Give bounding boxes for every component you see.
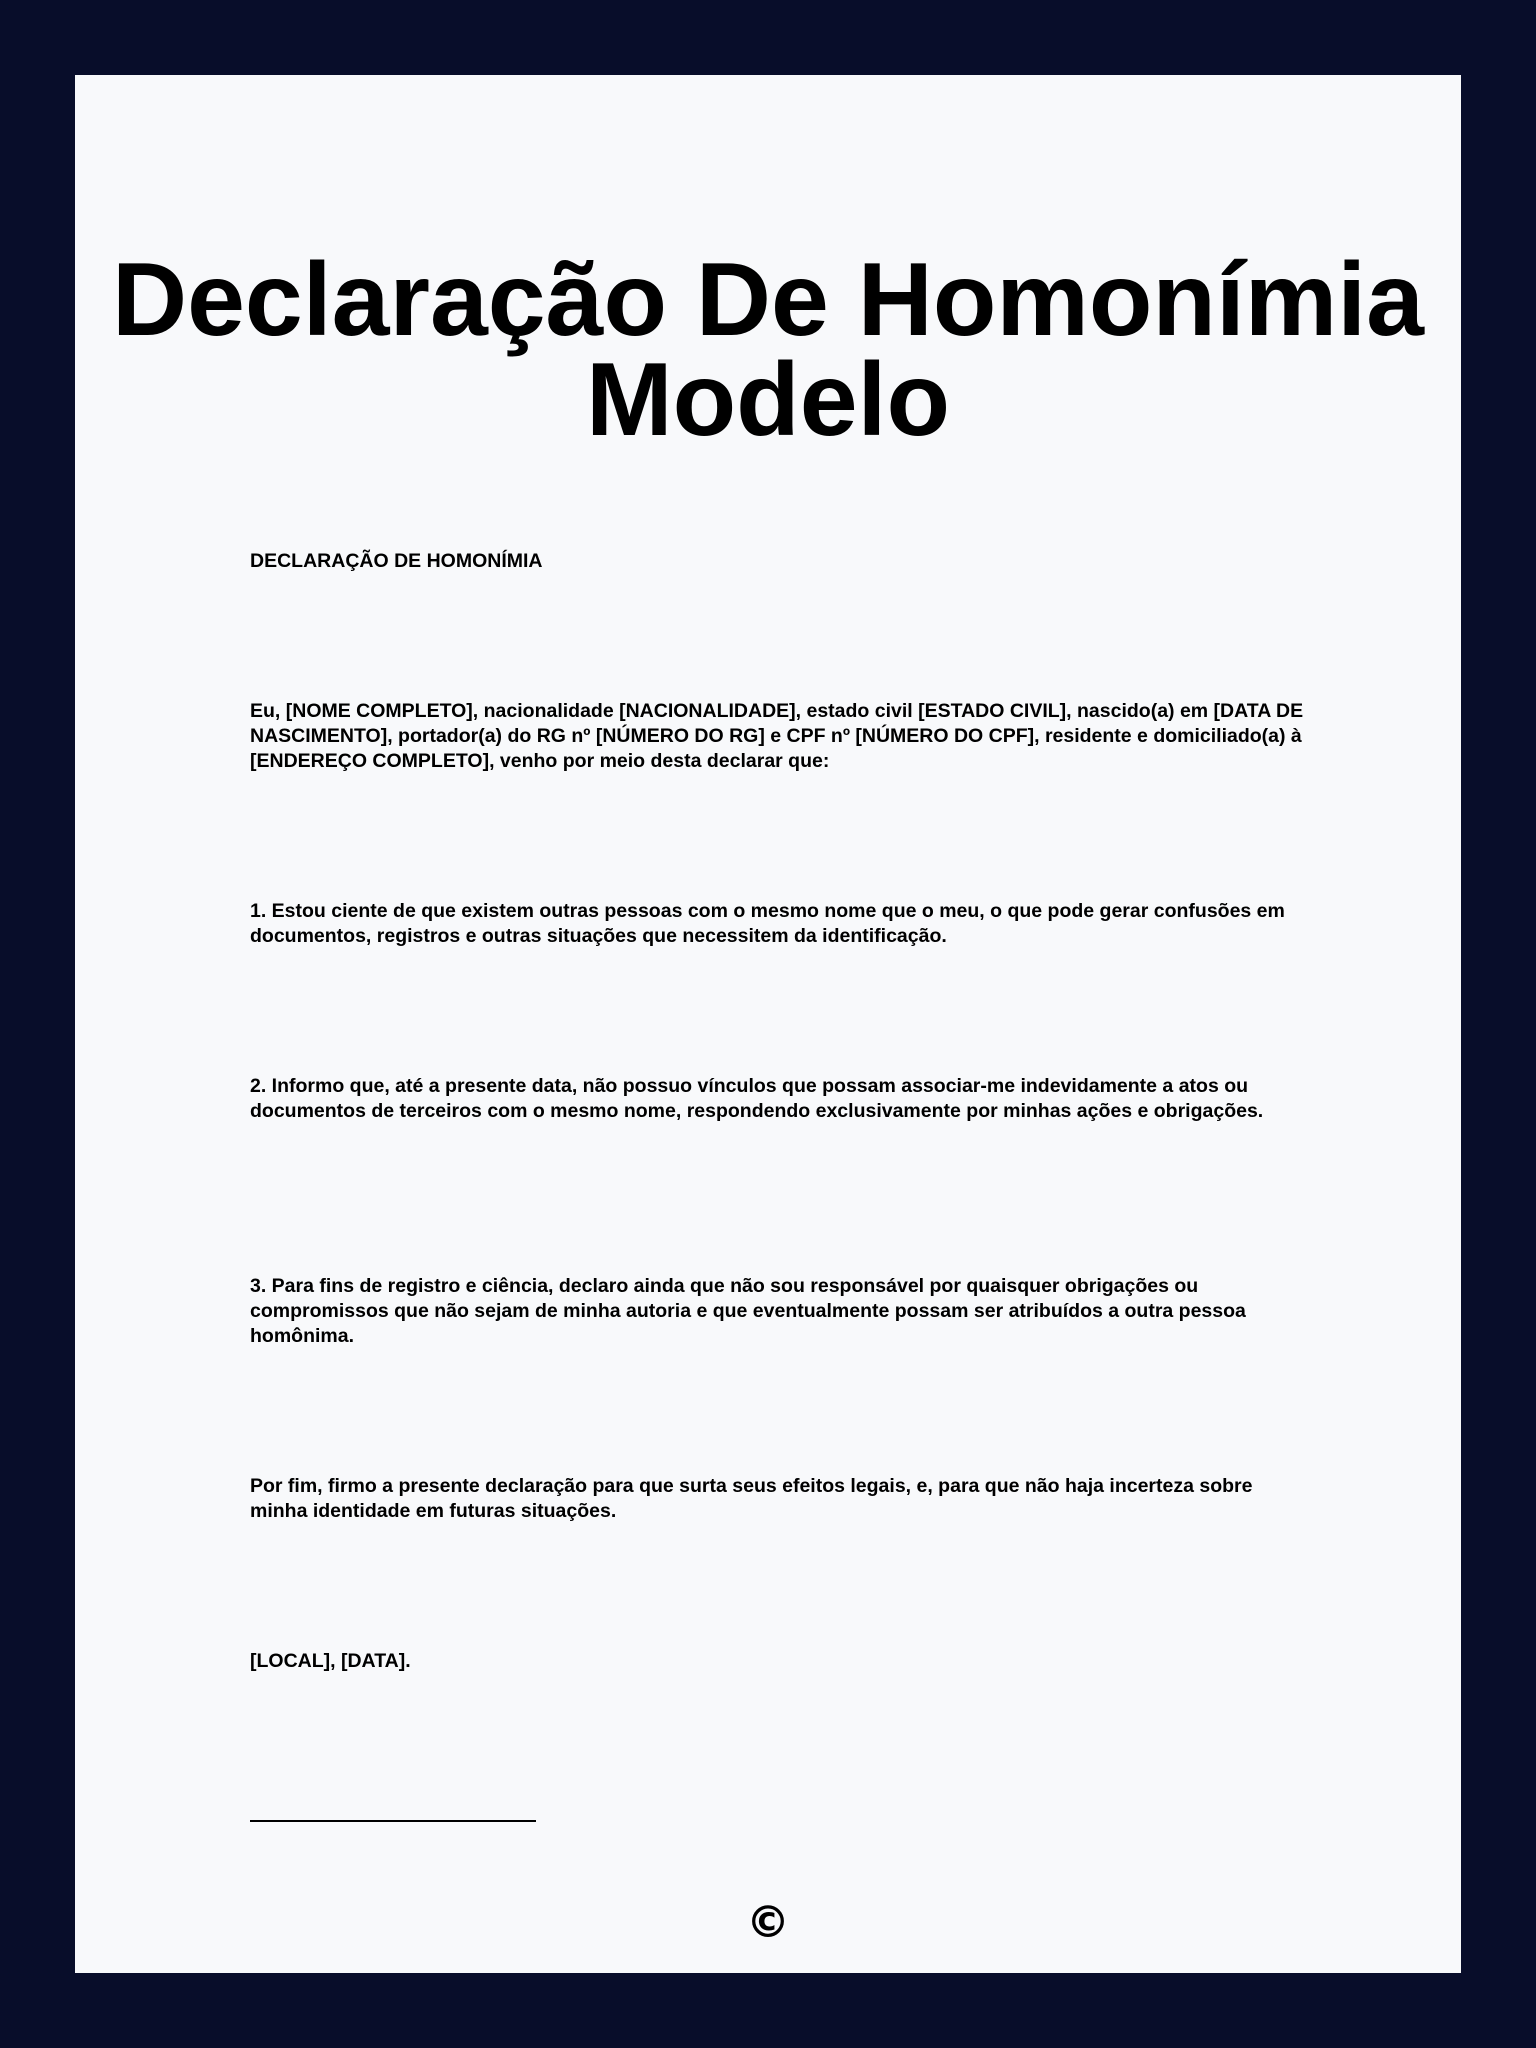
declaration-heading: DECLARAÇÃO DE HOMONÍMIA (250, 550, 543, 572)
declaration-item-1: 1. Estou ciente de que existem outras pessoas com o mesmo nome que o meu, o que pode gerar confusões em documentos, registros e outras situações que necessitem da identificação. (250, 900, 1285, 947)
copyright-icon: © (746, 1897, 790, 1948)
title-line-1: Declaração De Homonímia (111, 242, 1425, 358)
signature-line (250, 1820, 536, 1822)
document-page (75, 75, 1461, 1973)
place-date: [LOCAL], [DATA]. (250, 1650, 411, 1672)
closing-paragraph: Por fim, firmo a presente declaração para que surta seus efeitos legais, e, para que não haja incerteza sobre minha identidade em futuras situações. (250, 1475, 1253, 1522)
declaration-item-2: 2. Informo que, até a presente data, não possuo vínculos que possam associar-me indevidamente a atos ou documentos de terceiros com o mesmo nome, respondendo exclusivamente por minhas ações e obrigações. (250, 1075, 1264, 1122)
declaration-item-3: 3. Para fins de registro e ciência, declaro ainda que não sou responsável por quaisquer obrigações ou compromissos que não sejam de minha autoria e que eventualmente possam ser atribuídos a outra pessoa homônima. (250, 1275, 1246, 1347)
intro-paragraph: Eu, [NOME COMPLETO], nacionalidade [NACIONALIDADE], estado civil [ESTADO CIVIL], nascido(a) em [DATA DE NASCIMENTO], portador(a) do RG nº [NÚMERO DO RG] e CPF nº [NÚMERO DO CPF], residente e domiciliado(a) à [ENDEREÇO COMPLETO], venho por meio desta declarar que: (250, 700, 1304, 772)
title-line-2: Modelo (586, 342, 950, 458)
document-title (75, 242, 1461, 458)
